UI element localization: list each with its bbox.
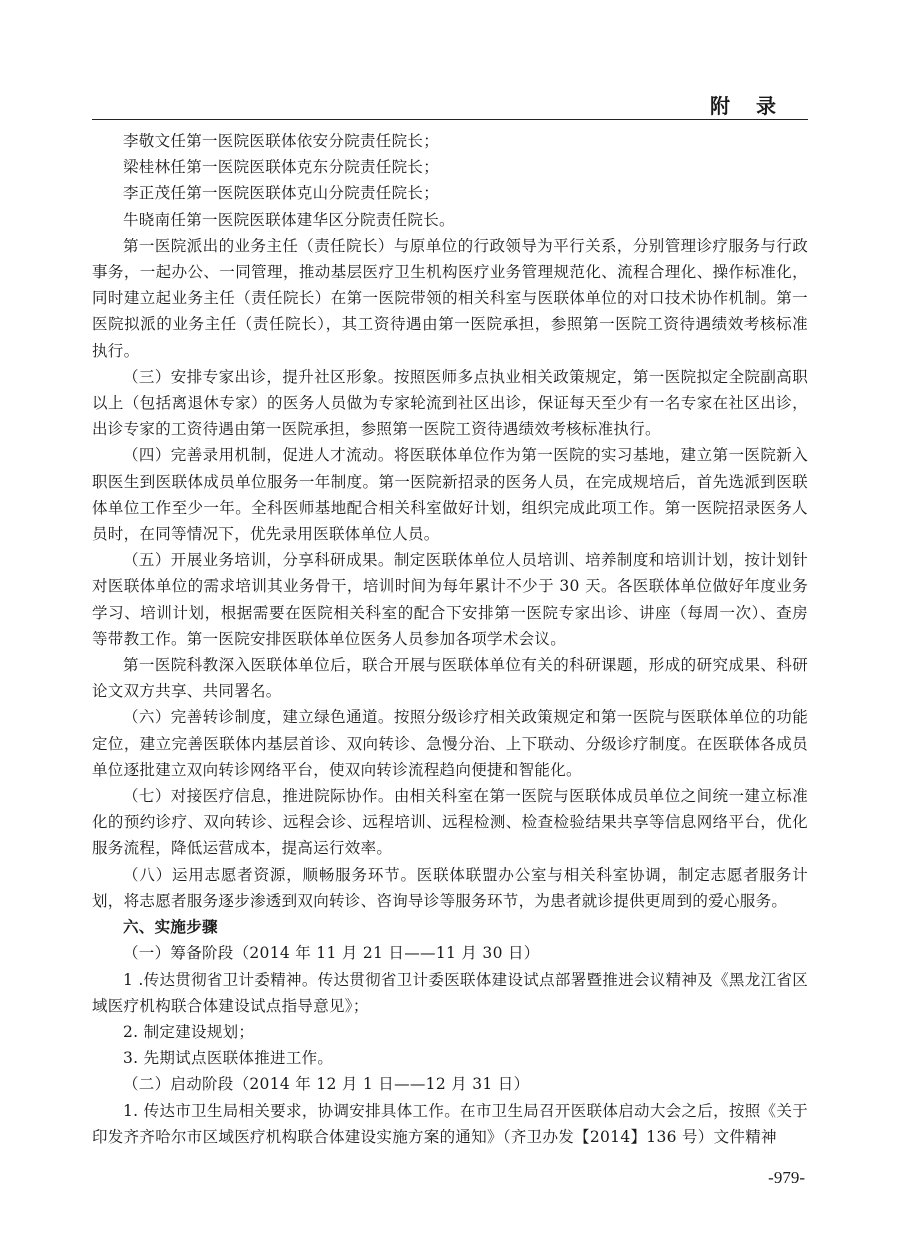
section-heading: 六、实施步骤 [123, 918, 218, 937]
header-rule [92, 119, 808, 120]
page-body [92, 128, 808, 1150]
body-paragraph: （二）启动阶段（2014 年 12 月 1 日——12 月 31 日） [123, 1075, 530, 1094]
body-paragraph: 牛晓南任第一医院医联体建华区分院责任院长。 [123, 210, 455, 229]
body-paragraph: 李敬文任第一医院医联体依安分院责任院长； [123, 132, 440, 150]
body-paragraph: （一）筹备阶段（2014 年 11 月 21 日——11 月 30 日） [123, 944, 540, 963]
running-header-title: 附录 [710, 94, 802, 118]
body-paragraph: （八）运用志愿者资源，顺畅服务环节。医联体联盟办公室与相关科室协调，制定志愿者服务计划，将志愿者服务逐步渗透到双向转诊、咨询导诊等服务环节，为患者就诊提供更周到的爱心服务。 [92, 865, 808, 910]
body-paragraph: （五）开展业务培训，分享科研成果。制定医联体单位人员培训、培养制度和培训计划，按计划针对医联体单位的需求培训其业务骨干，培训时间为每年累计不少于 30 天。各医联体单位做好年度业务学习、培训计划，根据需要在医院相关科室的配合下安排第一医院专家出诊、讲座（每周一次）、查房等带教工作。第一医院安排医联体单位医务人员参加各项学术会议。 [92, 551, 808, 648]
body-paragraph: （七）对接医疗信息，推进院际协作。由相关科室在第一医院与医联体成员单位之间统一建立标准化的预约诊疗、双向转诊、远程会诊、远程培训、远程检测、检查检验结果共享等信息网络平台，优化服务流程，降低运营成本，提高运行效率。 [92, 787, 808, 858]
body-paragraph: 李正茂任第一医院医联体克山分院责任院长； [123, 184, 440, 203]
body-paragraph: （四）完善录用机制，促进人才流动。将医联体单位作为第一医院的实习基地，建立第一医院新入职医生到医联体成员单位服务一年制度。第一医院新招录的医务人员，在完成规培后，首先选派到医联体单位工作至少一年。全科医师基地配合相关科室做好计划，组织完成此项工作。第一医院招录医务人员时，在同等情况下，优先录用医联体单位人员。 [92, 446, 808, 544]
body-paragraph: 第一医院科教深入医联体单位后，联合开展与医联体单位有关的科研课题，形成的研究成果、科研论文双方共享、共同署名。 [92, 656, 808, 701]
body-paragraph: 梁桂林任第一医院医联体克东分院责任院长； [123, 158, 440, 177]
body-paragraph: 1. 传达市卫生局相关要求，协调安排具体工作。在市卫生局召开医联体启动大会之后，按照《关于印发齐齐哈尔市区域医疗机构联合体建设实施方案的通知》（齐卫办发【2014】136 号）文件精神 [92, 1101, 808, 1146]
body-paragraph: （三）安排专家出诊，提升社区形象。按照医师多点执业相关政策规定，第一医院拟定全院副高职以上（包括离退休专家）的医务人员做为专家轮流到社区出诊，保证每天至少有一名专家在社区出诊，出诊专家的工资待遇由第一医院承担，参照第一医院工资待遇绩效考核标准执行。 [92, 367, 808, 439]
body-paragraph: （六）完善转诊制度，建立绿色通道。按照分级诊疗相关政策规定和第一医院与医联体单位的功能定位，建立完善医联体内基层首诊、双向转诊、急慢分治、上下联动、分级诊疗制度。在医联体各成员单位逐批建立双向转诊网络平台，使双向转诊流程趋向便捷和智能化。 [92, 708, 808, 779]
page-number: -979- [768, 1168, 805, 1187]
body-paragraph: 1 .传达贯彻省卫计委精神。传达贯彻省卫计委医联体建设试点部署暨推进会议精神及《黑龙江省区域医疗机构联合体建设试点指导意见》； [92, 970, 808, 1015]
body-paragraph: 3. 先期试点医联体推进工作。 [123, 1049, 334, 1068]
body-paragraph: 2. 制定建设规划； [123, 1022, 255, 1041]
body-paragraph: 第一医院派出的业务主任（责任院长）与原单位的行政领导为平行关系，分别管理诊疗服务与行政事务，一起办公、一同管理，推动基层医疗卫生机构医疗业务管理规范化、流程合理化、操作标准化，同时建立起业务主任（责任院长）在第一医院带领的相关科室与医联体单位的对口技术协作机制。第一医院拟派的业务主任（责任院长），其工资待遇由第一医院承担，参照第一医院工资待遇绩效考核标准执行。 [92, 236, 808, 360]
